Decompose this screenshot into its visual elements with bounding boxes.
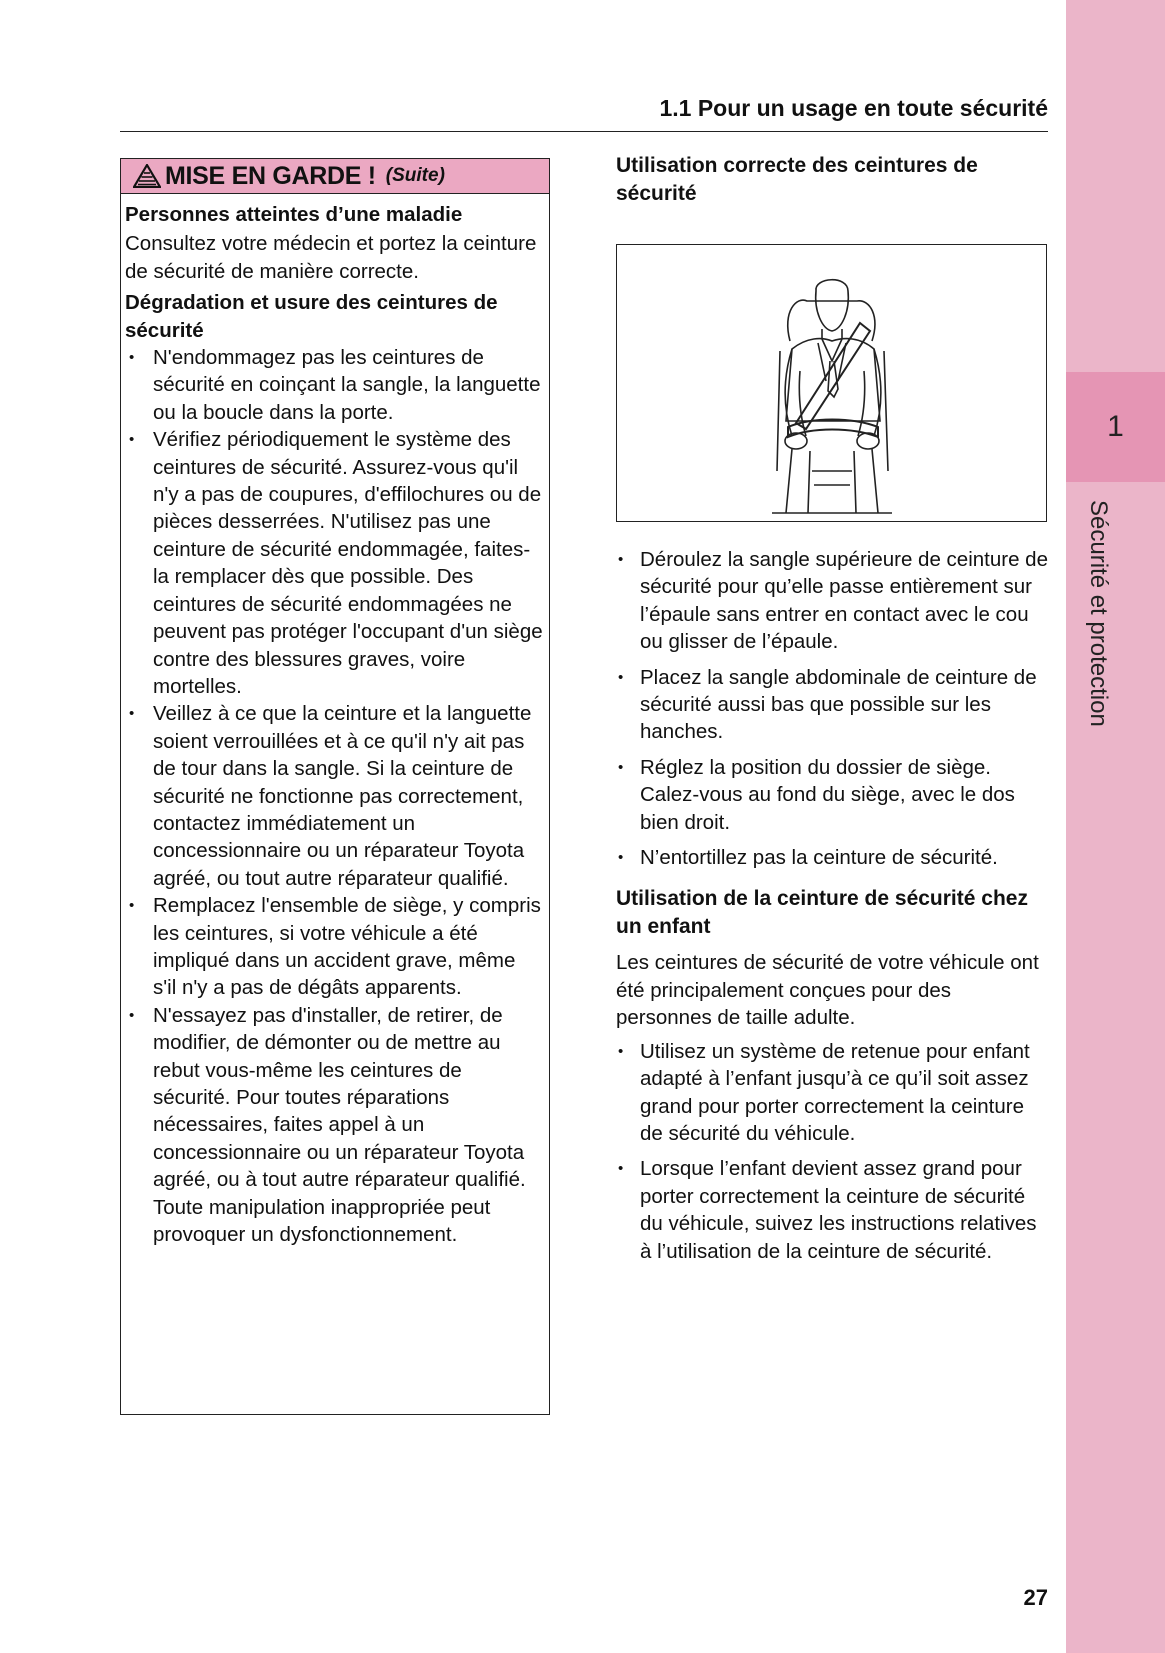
warning-subheading: Personnes atteintes d’une maladie xyxy=(125,203,463,226)
chapter-title: Sécurité et protection xyxy=(1085,500,1112,727)
list-item: • N'endommagez pas les ceintures de sécurité en coinçant la sangle, la languette ou la boucle dans la porte. xyxy=(125,344,543,426)
warning-paragraph: Consultez votre médecin et portez la ceinture de sécurité de manière correcte. xyxy=(125,232,537,283)
section-header: 1.1 Pour un usage en toute sécurité xyxy=(659,95,1048,121)
warning-title: MISE EN GARDE ! xyxy=(165,161,376,190)
warning-body xyxy=(121,194,549,1248)
list-item: • Lorsque l’enfant devient assez grand pour porter correctement la ceinture de sécurité du véhicule, suivez les instructions relatives à l’utilisation de la ceinture de sécurité. xyxy=(616,1155,1051,1265)
warning-box xyxy=(120,158,550,1415)
warning-suite: (Suite) xyxy=(385,165,445,186)
list-item: • Utilisez un système de retenue pour enfant adapté à l’enfant jusqu’à ce qu’il soit assez grand pour porter correctement la ceinture de sécurité du véhicule. xyxy=(616,1038,1051,1148)
seatbelt-illustration xyxy=(616,244,1047,522)
list-item: • N'essayez pas d'installer, de retirer, de modifier, de démonter ou de mettre au rebut vous-même les ceintures de sécurité. Pour toutes réparations nécessaires, faites appel à un concessionnaire ou un réparateur Toyota agréé, ou à tout autre réparateur qualifié. Toute manipulation inappropriée peut provoquer un dysfonctionnement. xyxy=(125,1002,543,1249)
section-heading: Utilisation correcte des ceintures de sécurité xyxy=(616,154,978,205)
list-item: • Déroulez la sangle supérieure de ceinture de sécurité pour qu’elle passe entièrement sur l’épaule sans entrer en contact avec le cou ou glisser de l’épaule. xyxy=(616,546,1051,656)
page-number: 27 xyxy=(1023,1585,1048,1610)
warning-header xyxy=(121,159,549,194)
seated-person-illustration xyxy=(752,271,912,521)
chapter-sidebar xyxy=(1066,0,1165,1653)
list-item: • Réglez la position du dossier de siège. Calez-vous au fond du siège, avec le dos bien droit. xyxy=(616,754,1051,836)
list-item: • Remplacez l'ensemble de siège, y compris les ceintures, si votre véhicule a été impliqué dans un accident grave, même s'il n'y a pas de dégâts apparents. xyxy=(125,892,543,1002)
warning-bullet-list xyxy=(125,344,543,1248)
right-column xyxy=(616,152,1051,1273)
bullet-list-children xyxy=(616,1038,1051,1265)
paragraph: Les ceintures de sécurité de votre véhicule ont été principalement conçues pour des personnes de taille adulte. xyxy=(616,951,1039,1030)
list-item: • Placez la sangle abdominale de ceinture de sécurité aussi bas que possible sur les hanches. xyxy=(616,664,1051,746)
chapter-number-tab xyxy=(1066,372,1165,482)
list-item: • Veillez à ce que la ceinture et la languette soient verrouillées et à ce qu'il n'y ait pas de tour dans la sangle. Si la ceinture de sécurité ne fonctionne pas correctement, contactez immédiatement un concessionnaire ou un réparateur Toyota agréé, ou tout autre réparateur qualifié. xyxy=(125,700,543,892)
bullet-list-correct-use xyxy=(616,546,1051,871)
list-item: • N’entortillez pas la ceinture de sécurité. xyxy=(616,844,1051,871)
list-item: • Vérifiez périodiquement le système des ceintures de sécurité. Assurez-vous qu'il n'y a pas de coupures, d'effilochures ou de pièces desserrées. N'utilisez pas une ceinture de sécurité endommagée, faites-la remplacer dès que possible. Des ceintures de sécurité endommagées ne peuvent pas protéger l'occupant d'un siège contre des blessures graves, voire mortelles. xyxy=(125,426,543,700)
header-divider xyxy=(120,131,1048,132)
chapter-number: 1 xyxy=(1107,410,1124,443)
warning-triangle-icon xyxy=(133,164,161,188)
warning-subheading: Dégradation et usure des ceintures de sécurité xyxy=(125,291,498,342)
section-heading: Utilisation de la ceinture de sécurité chez un enfant xyxy=(616,887,1028,939)
